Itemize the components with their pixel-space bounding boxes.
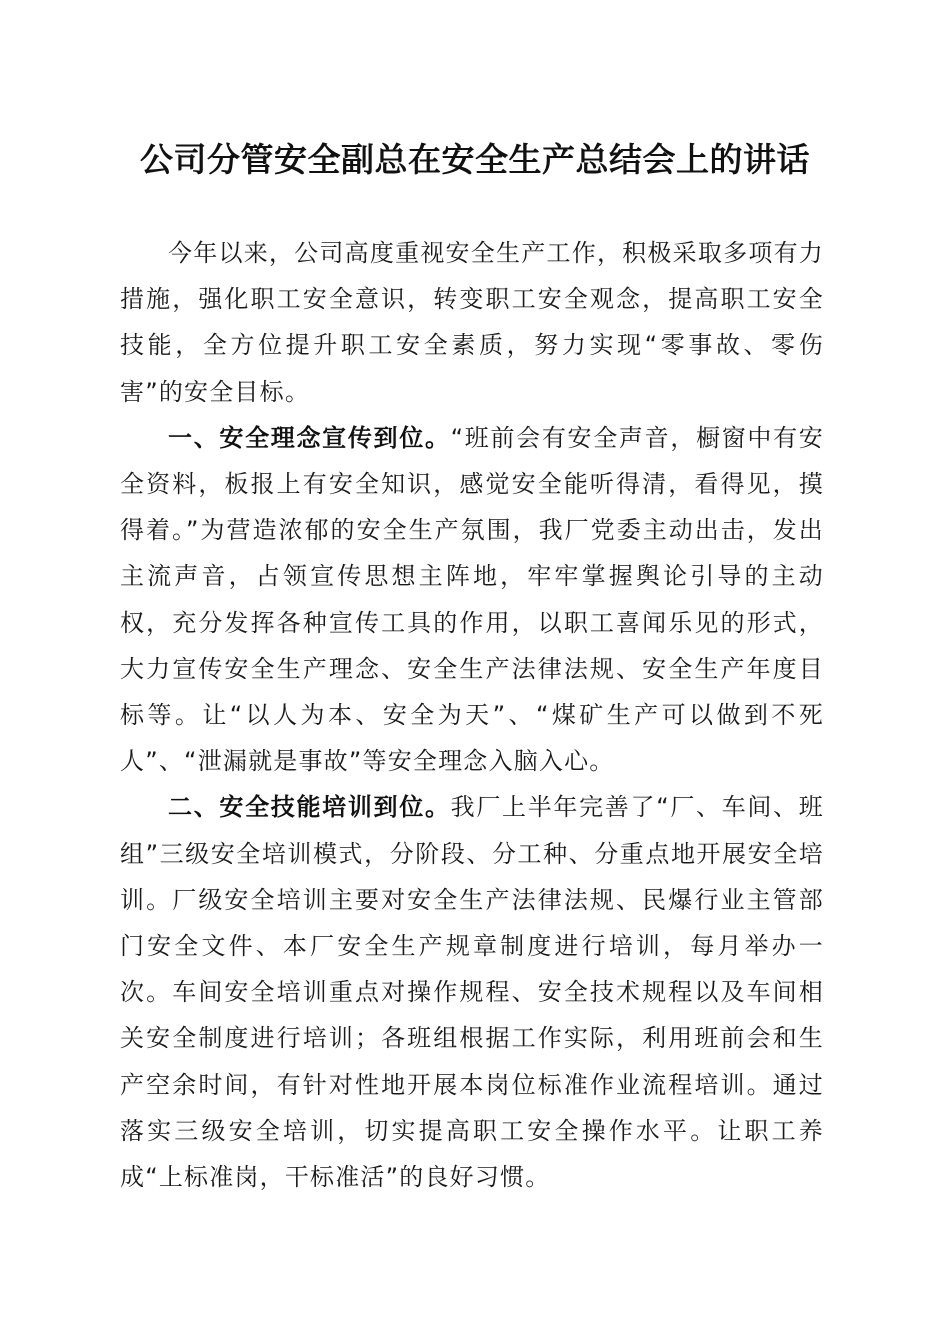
document-title: 公司分管安全副总在安全生产总结会上的讲话: [140, 140, 810, 179]
paragraph-section-1: [120, 415, 824, 785]
paragraph-section-2: [120, 784, 824, 1200]
paragraph-text: 我厂上半年完善了“厂、车间、班组”三级安全培训模式，分阶段、分工种、分重点地开展安全培训。厂级安全培训主要对安全生产法律法规、民爆行业主管部门安全文件、本厂安全生产规章制度进行培训，每月举办一次。车间安全培训重点对操作规程、安全技术规程以及车间相关安全制度进行培训；各班组根据工作实际，利用班前会和生产空余时间，有针对性地开展本岗位标准作业流程培训。通过落实三级安全培训，切实提高职工安全操作水平。让职工养成“上标准岗，干标准活”的良好习惯。: [120, 793, 824, 1192]
paragraph-text: “班前会有安全声音，橱窗中有安全资料，板报上有安全知识，感觉安全能听得清，看得见，摸得着。”为营造浓郁的安全生产氛围，我厂党委主动出击，发出主流声音，占领宣传思想主阵地，牢牢掌握舆论引导的主动权，充分发挥各种宣传工具的作用，以职工喜闻乐见的形式，大力宣传安全生产理念、安全生产法律法规、安全生产年度目标等。让“以人为本、安全为天”、“煤矿生产可以做到不死人”、“泄漏就是事故”等安全理念入脑入心。: [120, 423, 824, 776]
paragraph-intro: [120, 230, 824, 415]
paragraph-text: 今年以来，公司高度重视安全生产工作，积极采取多项有力措施，强化职工安全意识，转变职工安全观念，提高职工安全技能，全方位提升职工安全素质，努力实现“零事故、零伤害”的安全目标。: [120, 239, 824, 406]
document-body: [120, 230, 824, 1200]
section-heading: 二、安全技能培训到位。: [168, 793, 451, 822]
section-heading: 一、安全理念宣传到位。: [168, 423, 451, 452]
